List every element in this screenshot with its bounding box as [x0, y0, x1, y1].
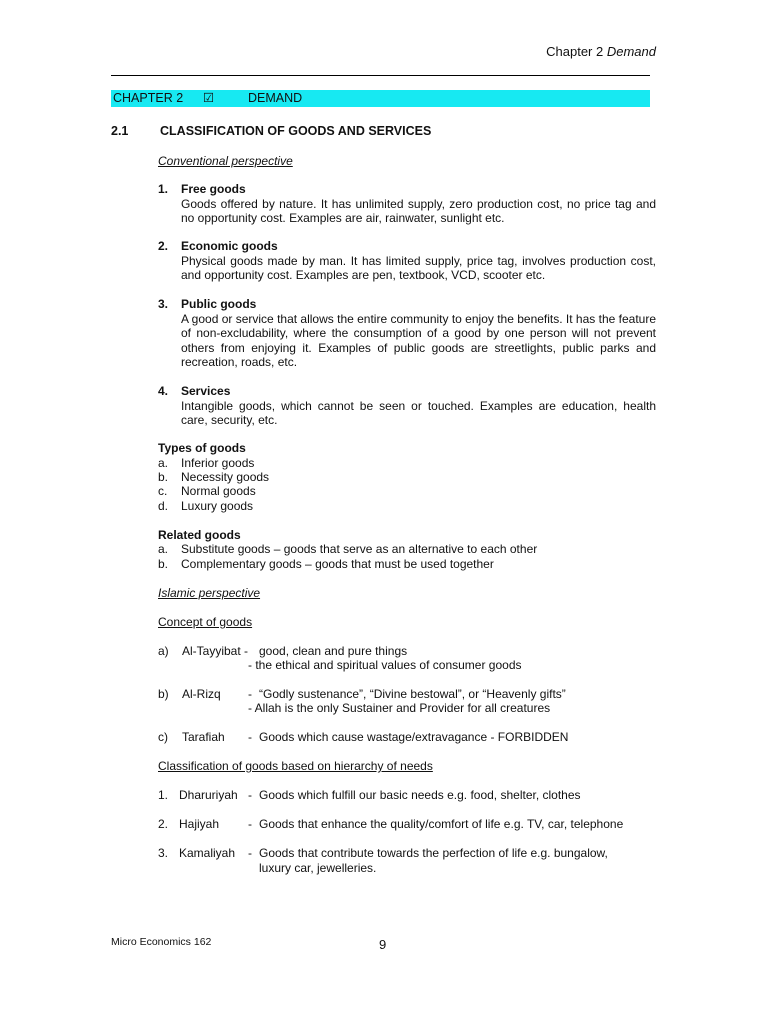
- hierarchy-line: Goods which fulfill our basic needs e.g. food, shelter, clothes: [259, 788, 581, 802]
- hierarchy-dash: -: [248, 846, 252, 860]
- concept-line: good, clean and pure things: [259, 644, 408, 658]
- concept-line: Goods which cause wastage/extravagance - FORBIDDEN: [259, 730, 569, 744]
- item-text: A good or service that allows the entire community to enjoy the benefits. It has the feature of non-excludability, where the consumption of a good by one person will not prevent others from enjoying it. Examples of public goods are streetlights, public parks and recreation, roads, etc.: [181, 311, 656, 369]
- hierarchy-dash: -: [248, 817, 252, 831]
- chapter-banner: [111, 90, 650, 107]
- section-number: 2.1: [111, 124, 129, 138]
- concept-dash: -: [248, 687, 252, 701]
- item-text: Goods offered by nature. It has unlimited supply, zero production cost, no price tag and no opportunity cost. Examples are air, rainwater, sunlight etc.: [181, 196, 656, 225]
- running-header: [546, 44, 656, 59]
- hierarchy-line: Goods that contribute towards the perfection of life e.g. bungalow,: [259, 846, 608, 860]
- related-letter: a.: [158, 542, 169, 556]
- types-letter: c.: [158, 484, 168, 498]
- concept-term: Al-Rizq: [182, 687, 221, 701]
- concept-term: Tarafiah: [182, 730, 225, 744]
- header-chapter-name: Demand: [606, 44, 656, 59]
- types-item: Normal goods: [181, 484, 256, 498]
- page-number: 9: [379, 937, 387, 952]
- item-services: [181, 384, 656, 428]
- header-rule: [111, 75, 650, 76]
- concept-line: - Allah is the only Sustainer and Provider for all creatures: [248, 701, 551, 715]
- concept-dash: -: [248, 730, 252, 744]
- check-icon: ☑: [203, 91, 215, 105]
- related-item: Substitute goods – goods that serve as an alternative to each other: [181, 542, 538, 556]
- concept-heading: Concept of goods: [158, 615, 253, 629]
- concept-label: c): [158, 730, 168, 744]
- concept-label: a): [158, 644, 169, 658]
- concept-label: b): [158, 687, 169, 701]
- footer-course: Micro Economics 162: [111, 936, 212, 948]
- banner-title: DEMAND: [248, 91, 303, 105]
- hierarchy-dash: -: [248, 788, 252, 802]
- concept-term: Al-Tayyibat -: [182, 644, 249, 658]
- item-public-goods: [181, 297, 656, 370]
- hierarchy-number: 2.: [158, 817, 169, 831]
- item-text: Intangible goods, which cannot be seen or touched. Examples are education, health care, security, etc.: [181, 398, 656, 427]
- hierarchy-term: Hajiyah: [179, 817, 220, 831]
- header-chapter-label: Chapter 2: [546, 44, 604, 59]
- related-goods-title: Related goods: [158, 528, 241, 542]
- types-item: Inferior goods: [181, 456, 255, 470]
- concept-line: - the ethical and spiritual values of consumer goods: [248, 658, 522, 672]
- item-title: Public goods: [181, 297, 257, 311]
- item-number: 2.: [158, 239, 169, 253]
- types-letter: a.: [158, 456, 169, 470]
- hierarchy-line: Goods that enhance the quality/comfort of life e.g. TV, car, telephone: [259, 817, 624, 831]
- item-number: 1.: [158, 182, 169, 196]
- item-economic-goods: [181, 239, 656, 283]
- types-letter: b.: [158, 470, 169, 484]
- section-title: CLASSIFICATION OF GOODS AND SERVICES: [160, 124, 432, 138]
- related-letter: b.: [158, 557, 169, 571]
- hierarchy-number: 1.: [158, 788, 169, 802]
- hierarchy-term: Kamaliyah: [179, 846, 236, 860]
- types-item: Luxury goods: [181, 499, 254, 513]
- item-title: Services: [181, 384, 231, 398]
- types-letter: d.: [158, 499, 169, 513]
- item-number: 3.: [158, 297, 169, 311]
- hierarchy-number: 3.: [158, 846, 169, 860]
- item-free-goods: [181, 182, 656, 226]
- concept-line: “Godly sustenance”, “Divine bestowal”, or “Heavenly gifts”: [259, 687, 566, 701]
- item-title: Economic goods: [181, 239, 278, 253]
- hierarchy-heading: Classification of goods based on hierarchy of needs: [158, 759, 433, 773]
- item-title: Free goods: [181, 182, 246, 196]
- item-text: Physical goods made by man. It has limited supply, price tag, involves production cost, and opportunity cost. Examples are pen, textbook, VCD, scooter etc.: [181, 253, 656, 282]
- hierarchy-line: luxury car, jewelleries.: [259, 861, 377, 875]
- islamic-heading: Islamic perspective: [158, 586, 261, 600]
- related-item: Complementary goods – goods that must be used together: [181, 557, 494, 571]
- hierarchy-term: Dharuriyah: [179, 788, 238, 802]
- types-item: Necessity goods: [181, 470, 270, 484]
- types-of-goods-title: Types of goods: [158, 441, 246, 455]
- banner-chapter: CHAPTER 2: [113, 91, 184, 105]
- item-number: 4.: [158, 384, 169, 398]
- conventional-heading: Conventional perspective: [158, 154, 293, 168]
